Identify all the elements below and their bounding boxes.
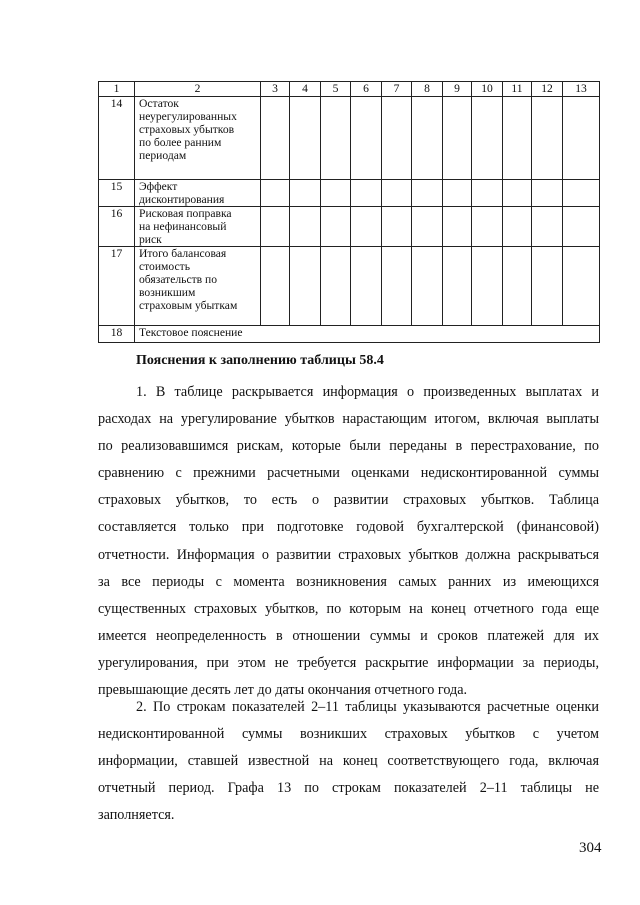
value-cell	[321, 247, 351, 326]
value-cell	[412, 247, 443, 326]
table-header-row	[99, 82, 600, 97]
text-line: сравнению с прежними расчетными оценками недисконтированной суммы	[98, 465, 599, 482]
text-line: расходах на урегулирование убытков нарастающим итогом, включая выплаты	[98, 411, 599, 428]
row-label-line: Текстовое пояснение	[139, 326, 243, 339]
text-line: заполняется.	[98, 807, 175, 824]
row-label-line: страховых убытков	[139, 123, 235, 136]
text-line: информации, ставшей известной на конец соответствующего года, включая	[98, 753, 599, 770]
column-number: 7	[382, 82, 412, 97]
value-cell	[382, 207, 412, 247]
column-number: 5	[321, 82, 351, 97]
text-line: превышающие десять лет до даты окончания отчетного года.	[98, 682, 468, 699]
value-cell	[443, 180, 472, 207]
value-cell	[382, 180, 412, 207]
column-number: 6	[351, 82, 382, 97]
table-row	[99, 180, 600, 207]
value-cell	[503, 180, 532, 207]
row-number: 14	[99, 97, 135, 180]
column-number: 11	[503, 82, 532, 97]
row-label-line: возникшим	[139, 286, 196, 299]
value-cell	[290, 247, 321, 326]
column-number: 2	[135, 82, 261, 97]
row-number: 18	[99, 326, 135, 343]
text-line: страховых убытков, то есть о развитии страховых убытков. Таблица	[98, 492, 599, 509]
row-label-line: Рисковая поправка	[139, 207, 232, 220]
value-cell	[321, 207, 351, 247]
text-line: существенных страховых убытков, по которым на конец отчетного года еще	[98, 600, 599, 617]
text-line: имеется неопределенность в отношении суммы и сроков платежей для их	[98, 627, 599, 644]
value-cell	[290, 207, 321, 247]
value-cell	[351, 207, 382, 247]
table-row	[99, 207, 600, 247]
value-cell	[261, 207, 290, 247]
value-cell	[472, 207, 503, 247]
column-number: 1	[99, 82, 135, 97]
table-body	[99, 82, 600, 343]
value-cell	[321, 180, 351, 207]
column-number: 9	[443, 82, 472, 97]
row-label	[135, 180, 261, 207]
column-number: 8	[412, 82, 443, 97]
table-row	[99, 97, 600, 180]
column-number: 13	[563, 82, 600, 97]
text-line: недисконтированной суммы возникших страховых убытков с учетом	[98, 726, 599, 743]
text-line: по реализовавшимся рискам, которые были переданы в перестрахование, по	[98, 438, 599, 455]
row-label-line: риск	[139, 233, 162, 246]
value-cell	[563, 180, 600, 207]
value-cell	[351, 247, 382, 326]
text-line: за все периоды с момента возникновения самых ранних из имеющихся	[98, 573, 599, 590]
value-cell	[563, 247, 600, 326]
value-cell	[563, 97, 600, 180]
text-line: составляется только при подготовке годовой бухгалтерской (финансовой)	[98, 519, 599, 536]
table-row	[99, 247, 600, 326]
column-number: 10	[472, 82, 503, 97]
value-cell	[382, 247, 412, 326]
value-cell	[532, 207, 563, 247]
section-title: Пояснения к заполнению таблицы 58.4	[136, 353, 384, 368]
value-cell	[412, 207, 443, 247]
value-cell	[503, 97, 532, 180]
value-cell	[443, 97, 472, 180]
value-cell	[261, 97, 290, 180]
value-cell	[503, 207, 532, 247]
row-label-line: обязательств по	[139, 273, 218, 286]
value-cell	[351, 180, 382, 207]
table-row	[99, 326, 600, 343]
value-cell	[382, 97, 412, 180]
text-line: урегулирования, при этом не требуется раскрытие информации за периоды,	[98, 654, 599, 671]
value-cell	[290, 180, 321, 207]
row-label-line: страховым убыткам	[139, 299, 238, 312]
text-line: 2. По строкам показателей 2–11 таблицы указываются расчетные оценки	[136, 699, 599, 715]
value-cell	[443, 207, 472, 247]
value-cell	[532, 180, 563, 207]
row-number: 17	[99, 247, 135, 326]
row-label	[135, 247, 261, 326]
text-line: отчетности. Информация о развитии страховых убытков должна раскрываться	[98, 546, 599, 563]
row-label-line: на нефинансовый	[139, 220, 227, 233]
value-cell	[261, 247, 290, 326]
value-cell	[351, 97, 382, 180]
value-cell	[412, 180, 443, 207]
row-label-line: Эффект	[139, 180, 178, 193]
paragraph-2	[98, 694, 599, 829]
row-number: 15	[99, 180, 135, 207]
value-cell	[290, 97, 321, 180]
value-cell	[472, 180, 503, 207]
form-table	[98, 81, 600, 343]
row-label-line: периодам	[139, 149, 187, 162]
row-label-line: дисконтирования	[139, 193, 225, 206]
row-label	[135, 326, 600, 343]
value-cell	[321, 97, 351, 180]
row-label-line: стоимость	[139, 260, 190, 273]
paragraph-1	[98, 379, 599, 704]
row-label-line: Остаток	[139, 97, 179, 110]
row-label-line: неурегулированных	[139, 110, 237, 123]
row-label	[135, 207, 261, 247]
value-cell	[412, 97, 443, 180]
row-label-line: по более ранним	[139, 136, 222, 149]
text-line: 1. В таблице раскрывается информация о произведенных выплатах и	[136, 384, 599, 400]
value-cell	[563, 207, 600, 247]
value-cell	[532, 247, 563, 326]
value-cell	[472, 247, 503, 326]
row-number: 16	[99, 207, 135, 247]
row-label-line: Итого балансовая	[139, 247, 227, 260]
value-cell	[503, 247, 532, 326]
column-number: 4	[290, 82, 321, 97]
value-cell	[472, 97, 503, 180]
page-number: 304	[579, 840, 602, 856]
value-cell	[443, 247, 472, 326]
value-cell	[261, 180, 290, 207]
row-label	[135, 97, 261, 180]
value-cell	[532, 97, 563, 180]
column-number: 3	[261, 82, 290, 97]
text-line: отчетный период. Графа 13 по строкам показателей 2–11 таблицы не	[98, 780, 599, 797]
column-number: 12	[532, 82, 563, 97]
